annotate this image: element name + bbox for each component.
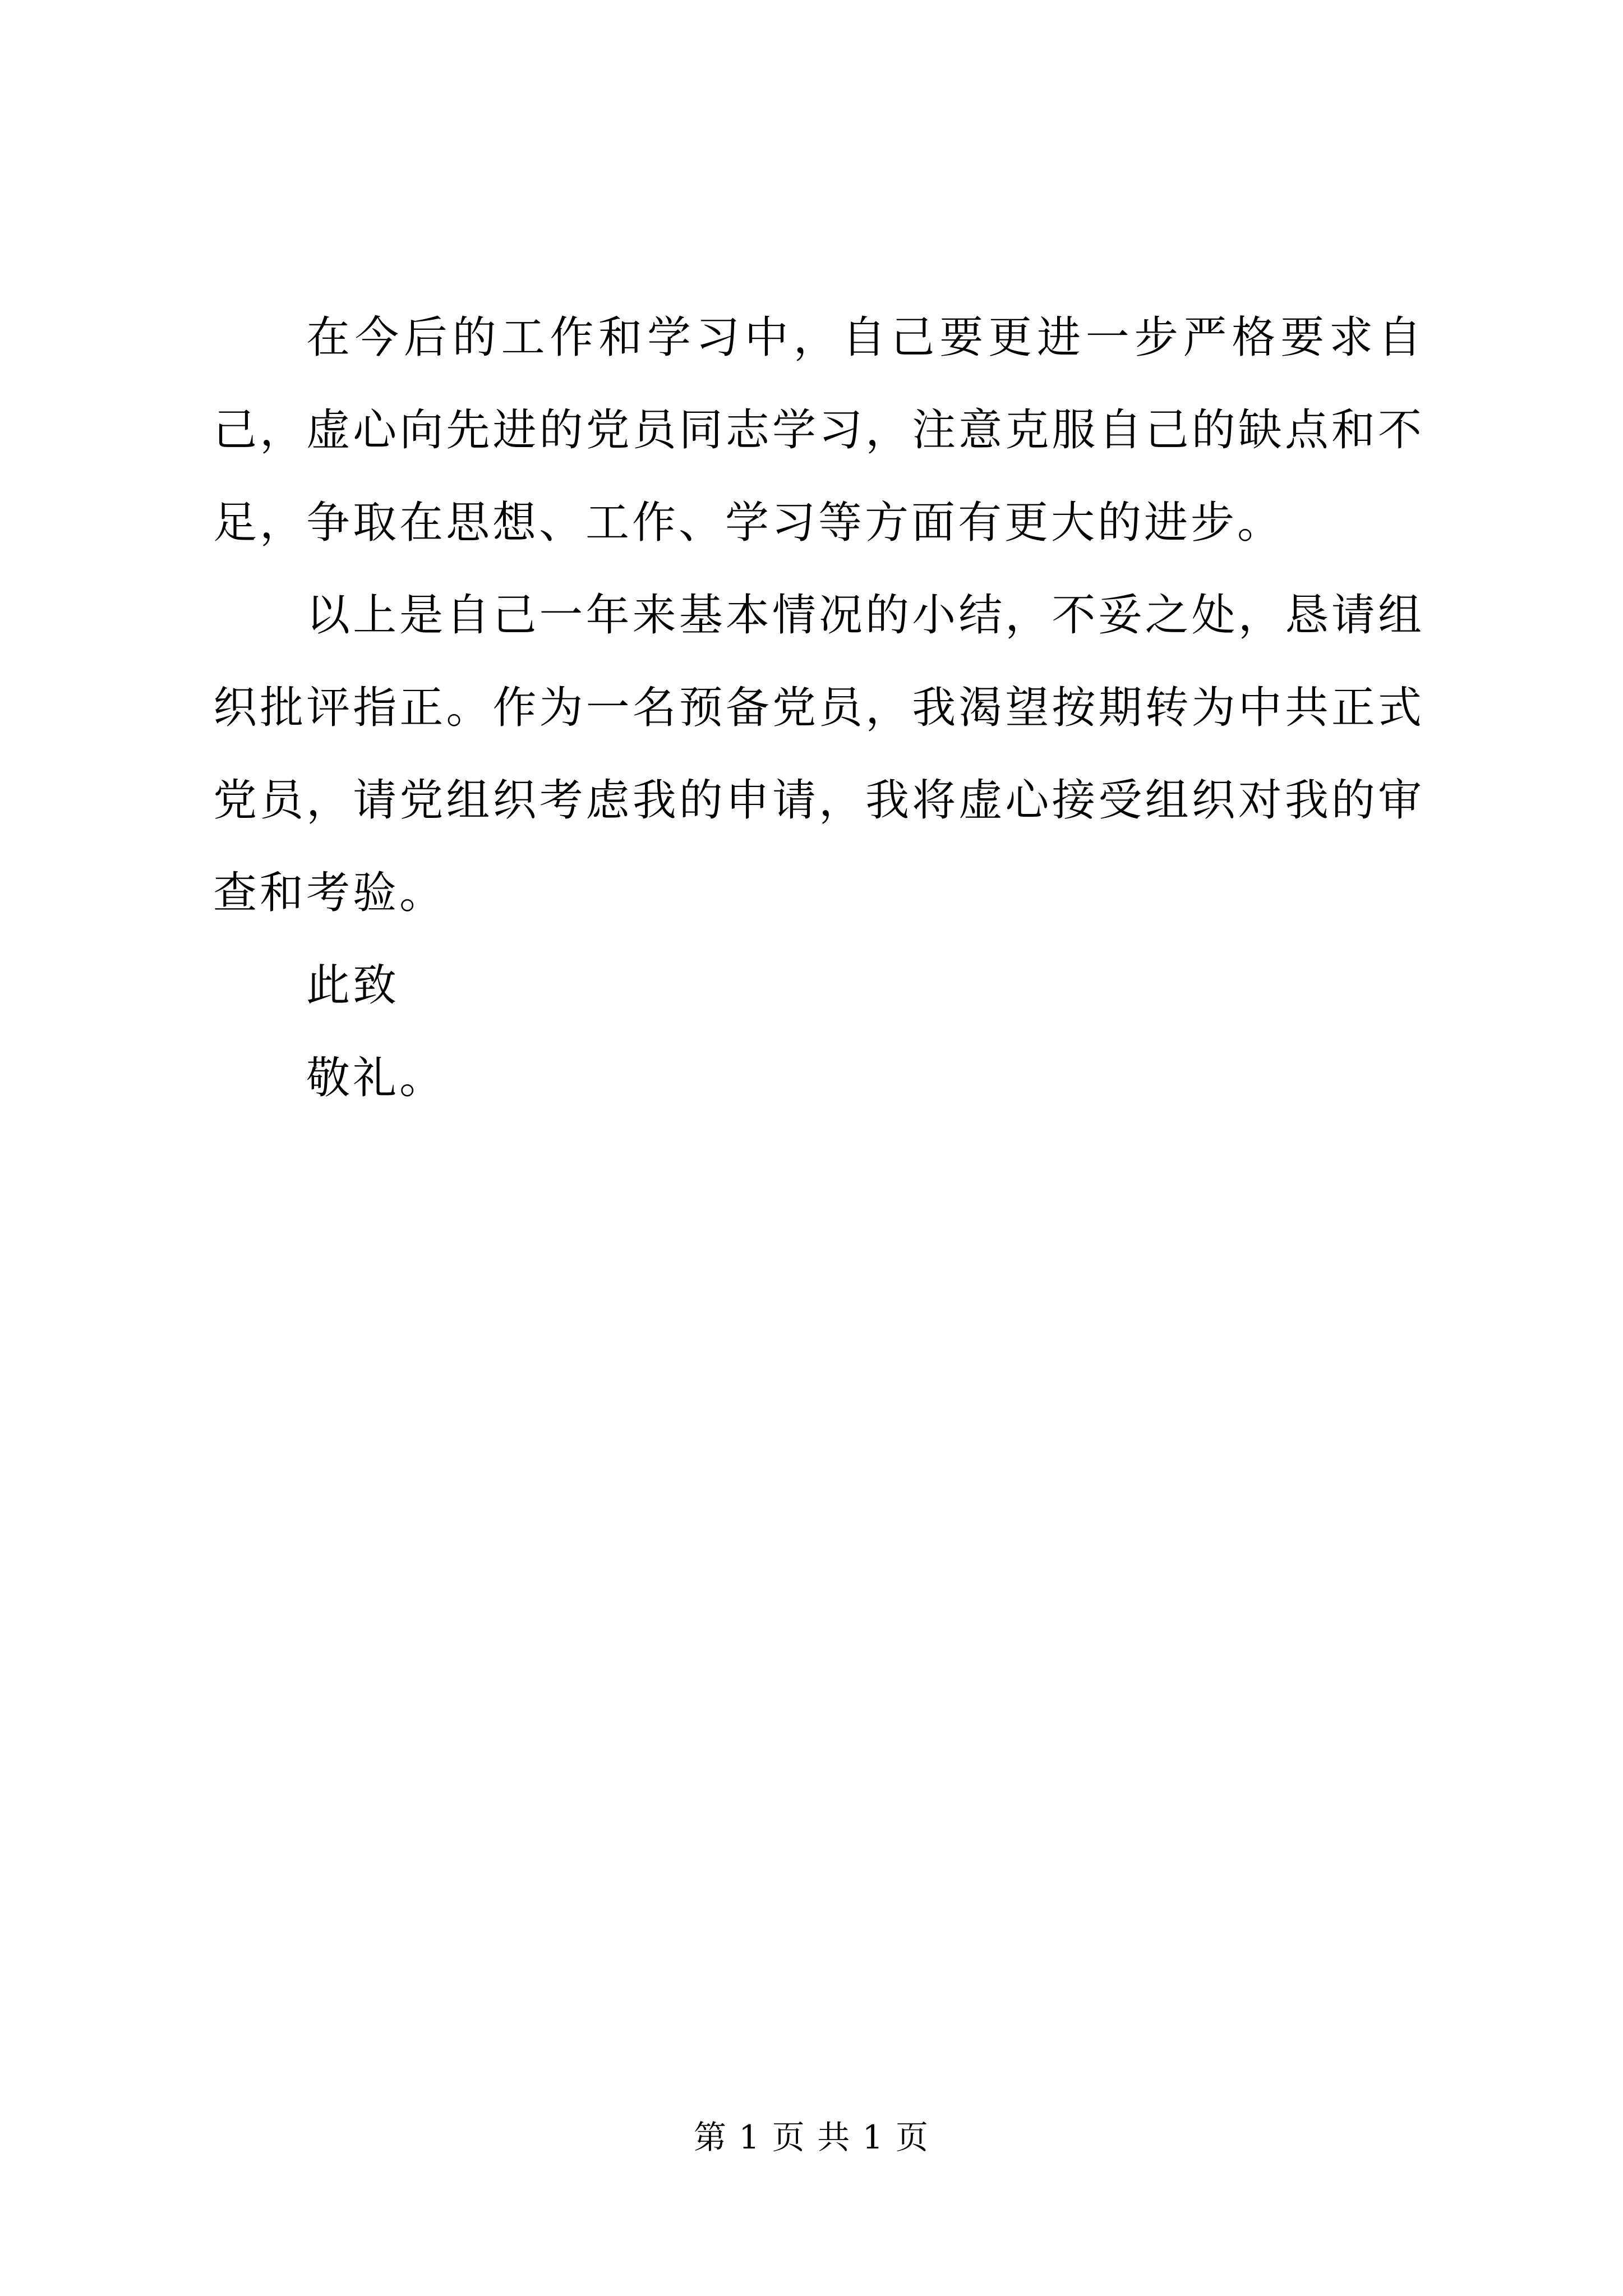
closing-salutation: 此致 bbox=[306, 960, 400, 1011]
document-body bbox=[213, 292, 1424, 1125]
paragraph: 在今后的工作和学习中，自己要更进一步严格要求自己，虚心向先进的党员同志学习，注意克服自己的缺点和不足，争取在思想、工作、学习等方面有更大的进步。 bbox=[213, 312, 1424, 548]
closing-regards: 敬礼。 bbox=[306, 1053, 446, 1103]
page-number-footer: 第 1 页 共 1 页 bbox=[694, 2118, 929, 2156]
paragraph: 以上是自己一年来基本情况的小结，不妥之处，恳请组织批评指正。作为一名预备党员，我渴望按期转为中共正式党员，请党组织考虑我的申请，我将虚心接受组织对我的审查和考验。 bbox=[213, 590, 1424, 918]
